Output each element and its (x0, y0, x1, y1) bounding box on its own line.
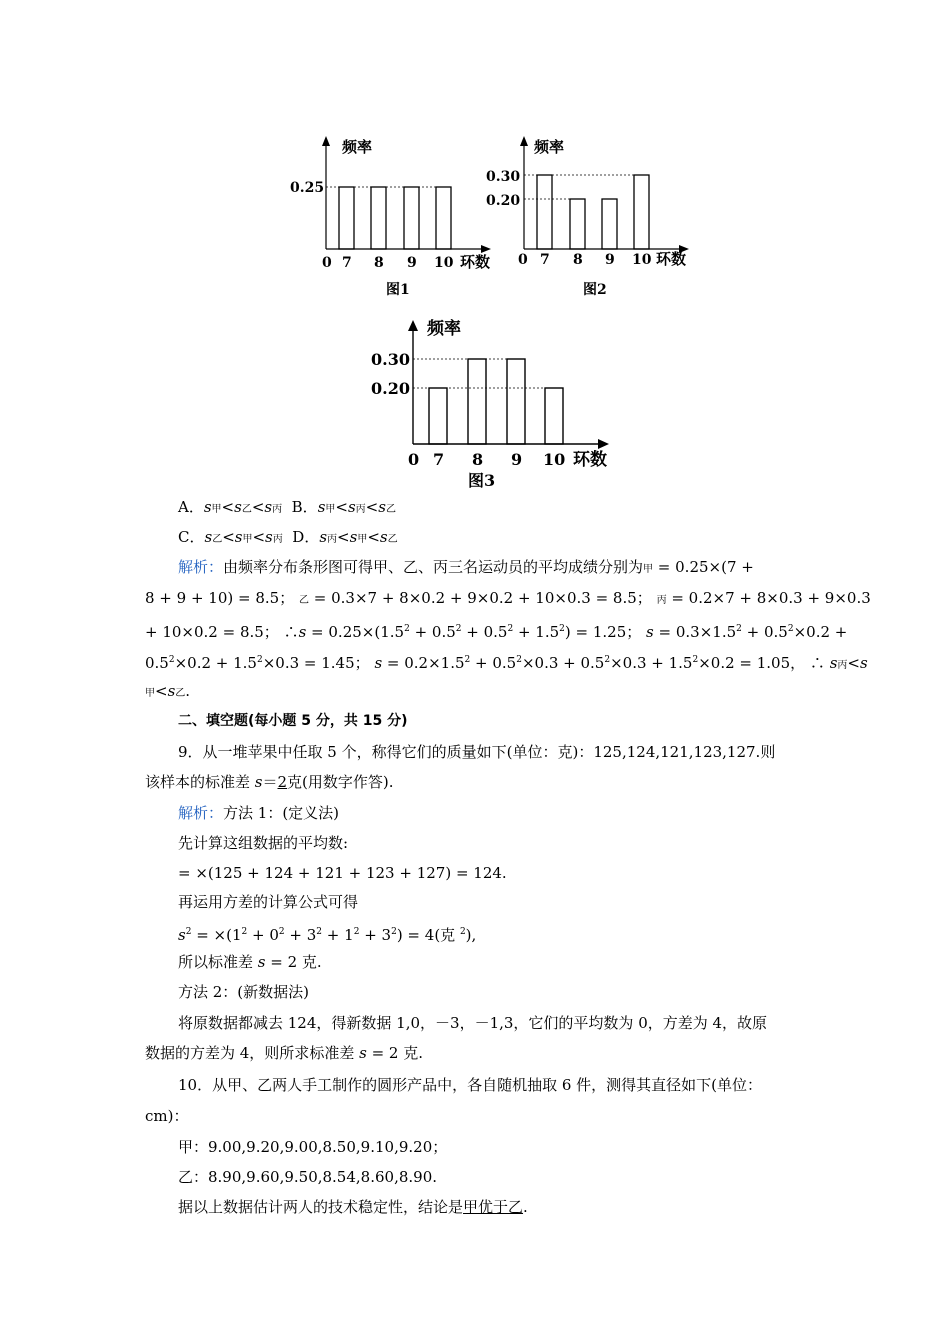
bar-10 (545, 388, 563, 444)
q10-answer: 甲优于乙 (463, 1198, 524, 1216)
q9-method1-variance: $s^2 = \times(1^2 + 0^2 + 3^2 + 1^2 + 3^2) = 4$(克 $^2$), (178, 926, 477, 944)
option-row-cd: C．s乙<s甲<s丙 D．s丙<s甲<s乙 (178, 528, 398, 546)
y-tick-label: 0.25 (290, 180, 325, 196)
q9-method1-line: = ×(125 + 124 + 121 + 123 + 127) = 124. (178, 864, 507, 882)
chart-fig1 (280, 130, 500, 300)
x-tick-7: 7 (540, 252, 550, 268)
bar-10 (634, 175, 649, 249)
x-tick-10: 10 (543, 450, 566, 469)
bar-8 (570, 199, 585, 249)
q10-stem-line1: 10．从甲、乙两人手工制作的圆形产品中，各自随机抽取 6 件，测得其直径如下(单位： (178, 1076, 763, 1094)
x-axis-label: 环数 (460, 253, 491, 271)
q9-stem-line2: 该样本的标准差 s＝2克(用数字作答). (145, 773, 394, 791)
y-tick-label: 0.20 (371, 379, 410, 398)
x-axis-label: 环数 (656, 250, 687, 268)
bar-9 (507, 359, 525, 444)
bar-9 (404, 187, 419, 249)
figure-caption: 图2 (583, 282, 607, 298)
y-axis-label: 频率 (342, 138, 373, 156)
q9-answer: 2 (277, 773, 288, 791)
x-tick-10: 10 (632, 252, 652, 268)
q8-analysis-line5: 甲<s乙. (145, 682, 191, 700)
x-tick-8: 8 (374, 255, 384, 271)
chart-fig2 (478, 130, 698, 300)
q9-stem-line1: 9．从一堆苹果中任取 5 个，称得它们的质量如下(单位：克)：125,124,121,123,127.则 (178, 743, 776, 761)
x-tick-9: 9 (511, 450, 523, 469)
bar-7 (429, 388, 447, 444)
q9-method2-line: 数据的方差为 4，则所求标准差 s = 2 克. (145, 1044, 423, 1062)
q10-stem-line2: cm)： (145, 1107, 189, 1125)
q8-analysis-line4: $0.5^2\times 0.2 + 1.5^2\times 0.3 = 1.45$； $s = 0.2\times 1.5^2 + 0.5^2\times 0.3 + 0.5^2\times 0.3 + 1.5^2\times 0.2 = 1.05$， ∴ s丙<s (145, 654, 868, 672)
x-tick-8: 8 (472, 450, 484, 469)
q9-method2-line: 将原数据都减去 124，得新数据 1,0，－3，－1,3，它们的平均数为 0，方差为 4，故原 (178, 1014, 768, 1032)
q10-conclusion: 据以上数据估计两人的技术稳定性，结论是甲优于乙. (178, 1198, 528, 1216)
q9-method1-line: 所以标准差 s = 2 克. (178, 953, 322, 971)
x-tick-10: 10 (434, 255, 454, 271)
q8-analysis-line1: 解析：由频率分布条形图可得甲、乙、丙三名运动员的平均成绩分别为甲 = 0.25×(7 + (178, 558, 754, 576)
q8-analysis-line2: 8 + 9 + 10) = 8.5； 乙 = 0.3×7 + 8×0.2 + 9×0.2 + 10×0.3 = 8.5； 丙 = 0.2×7 + 8×0.3 + 9×0.3 (145, 589, 871, 607)
y-axis-label: 频率 (427, 319, 461, 339)
x-tick-8: 8 (573, 252, 583, 268)
x-tick-7: 7 (342, 255, 352, 271)
bar-9 (602, 199, 617, 249)
x-tick-0: 0 (408, 450, 420, 469)
q8-analysis-line3: + 10×0.2 = 8.5； ∴s = $0.25\times(1.5^2 + 0.5^2 + 0.5^2 + 1.5^2) = 1.25$； $s = 0.3\times 1.5^2 + 0.5^2\times 0.2$ + (145, 623, 848, 641)
option-row-ab: A．s甲<s乙<s丙 B．s甲<s丙<s乙 (178, 498, 396, 516)
x-tick-0: 0 (322, 255, 332, 271)
bar-8 (468, 359, 486, 444)
q9-method2-title: 方法 2：(新数据法) (178, 983, 310, 1001)
q9-method1-line: 先计算这组数据的平均数: (178, 834, 349, 852)
q10-data-yi: 乙：8.90,9.60,9.50,8.54,8.60,8.90. (178, 1168, 437, 1186)
y-tick-label: 0.30 (486, 169, 521, 185)
chart-fig3 (365, 312, 625, 492)
q9-method1-line: 再运用方差的计算公式可得 (178, 893, 359, 911)
q9-method1-title: 解析：方法 1：(定义法) (178, 804, 340, 822)
y-axis-label: 频率 (534, 138, 565, 156)
x-tick-0: 0 (518, 252, 528, 268)
x-axis-label: 环数 (573, 450, 607, 470)
q10-data-jia: 甲：9.00,9.20,9.00,8.50,9.10,9.20； (178, 1138, 448, 1156)
bar-7 (537, 175, 552, 249)
y-tick-label: 0.30 (371, 350, 410, 369)
bar-10 (436, 187, 451, 249)
figure-caption: 图3 (468, 471, 496, 490)
x-tick-9: 9 (605, 252, 615, 268)
section-title: 二、填空题(每小题 5 分，共 15 分) (178, 713, 408, 729)
x-tick-7: 7 (433, 450, 445, 469)
bar-8 (371, 187, 386, 249)
y-tick-label: 0.20 (486, 193, 521, 209)
figure-caption: 图1 (386, 282, 410, 298)
x-tick-9: 9 (407, 255, 417, 271)
bar-7 (339, 187, 354, 249)
